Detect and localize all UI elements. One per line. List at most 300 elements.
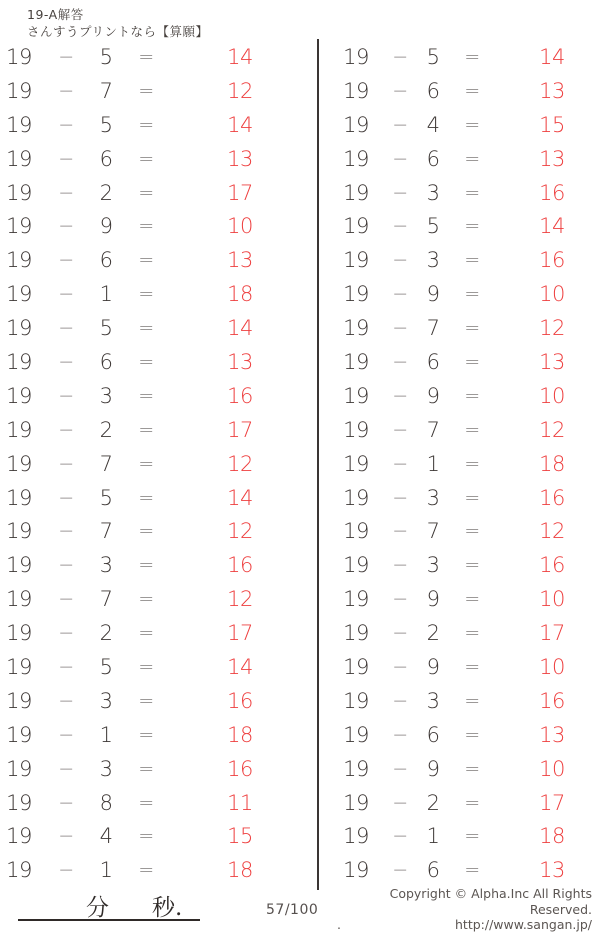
problem-row (0, 684, 318, 718)
subtrahend: 9 (426, 587, 440, 612)
answer: 13 (539, 349, 565, 374)
minus-sign: − (392, 622, 408, 645)
problem-row (318, 514, 600, 548)
answer: 12 (227, 78, 253, 103)
problem-row (0, 108, 318, 142)
minus-sign: − (58, 113, 74, 136)
minuend: 19 (6, 621, 32, 646)
subtrahend: 6 (426, 722, 440, 747)
subtrahend: 5 (99, 654, 113, 679)
problem-row (0, 176, 318, 210)
equals-sign: = (464, 859, 480, 882)
minuend: 19 (343, 519, 369, 544)
subtrahend: 1 (99, 722, 113, 747)
equals-sign: = (464, 45, 480, 68)
subtrahend: 6 (426, 858, 440, 883)
answer: 15 (227, 824, 253, 849)
answer: 12 (539, 316, 565, 341)
minus-sign: − (392, 452, 408, 475)
minus-sign: − (58, 791, 74, 814)
problem-row (318, 243, 600, 277)
equals-sign: = (138, 215, 154, 238)
equals-sign: = (138, 859, 154, 882)
equals-sign: = (464, 723, 480, 746)
subtrahend: 3 (426, 248, 440, 273)
subtrahend: 4 (426, 112, 440, 137)
equals-sign: = (138, 520, 154, 543)
minuend: 19 (6, 383, 32, 408)
problem-row (318, 277, 600, 311)
equals-sign: = (464, 554, 480, 577)
answer: 17 (227, 180, 253, 205)
minus-sign: − (392, 384, 408, 407)
minus-sign: − (392, 859, 408, 882)
subtrahend: 9 (426, 383, 440, 408)
answer: 14 (539, 214, 565, 239)
equals-sign: = (138, 384, 154, 407)
answer: 17 (227, 621, 253, 646)
answer: 13 (227, 146, 253, 171)
minus-sign: − (392, 350, 408, 373)
subtrahend: 1 (426, 451, 440, 476)
minuend: 19 (6, 180, 32, 205)
minus-sign: − (392, 486, 408, 509)
minuend: 19 (6, 214, 32, 239)
answer: 16 (227, 756, 253, 781)
equals-sign: = (138, 588, 154, 611)
problem-row (0, 209, 318, 243)
answer: 16 (539, 553, 565, 578)
problem-row (318, 209, 600, 243)
minuend: 19 (6, 146, 32, 171)
minuend: 19 (343, 146, 369, 171)
subtrahend: 5 (99, 112, 113, 137)
minus-sign: − (392, 79, 408, 102)
minuend: 19 (343, 858, 369, 883)
time-underline (18, 889, 200, 921)
subtrahend: 2 (426, 790, 440, 815)
problem-row (0, 548, 318, 582)
answer: 16 (539, 248, 565, 273)
equals-sign: = (464, 825, 480, 848)
subtrahend: 9 (426, 282, 440, 307)
minuend: 19 (343, 383, 369, 408)
minuend: 19 (343, 316, 369, 341)
subtrahend: 9 (426, 654, 440, 679)
minus-sign: − (392, 757, 408, 780)
minus-sign: − (58, 588, 74, 611)
subtrahend: 6 (99, 248, 113, 273)
answer: 18 (539, 451, 565, 476)
subtrahend: 3 (99, 553, 113, 578)
minuend: 19 (6, 722, 32, 747)
minuend: 19 (343, 248, 369, 273)
answer: 14 (227, 112, 253, 137)
subtrahend: 1 (99, 858, 113, 883)
problem-row (318, 176, 600, 210)
minus-sign: − (58, 181, 74, 204)
minuend: 19 (343, 214, 369, 239)
answer: 10 (539, 756, 565, 781)
subtrahend: 5 (426, 214, 440, 239)
equals-sign: = (464, 486, 480, 509)
problem-row (318, 311, 600, 345)
minus-sign: − (392, 689, 408, 712)
minuend: 19 (6, 654, 32, 679)
minuend: 19 (6, 519, 32, 544)
problem-row (318, 650, 600, 684)
answer: 13 (539, 858, 565, 883)
equals-sign: = (138, 79, 154, 102)
minuend: 19 (343, 417, 369, 442)
answer: 17 (227, 417, 253, 442)
minuend: 19 (343, 824, 369, 849)
subtrahend: 1 (426, 824, 440, 849)
problem-row (318, 345, 600, 379)
minuend: 19 (343, 688, 369, 713)
equals-sign: = (138, 317, 154, 340)
worksheet-header (27, 7, 209, 40)
problem-row (318, 108, 600, 142)
minuend: 19 (6, 112, 32, 137)
equals-sign: = (138, 825, 154, 848)
subtrahend: 7 (426, 316, 440, 341)
equals-sign: = (138, 147, 154, 170)
equals-sign: = (138, 655, 154, 678)
subtrahend: 2 (99, 417, 113, 442)
problem-row (318, 74, 600, 108)
page-number: 57/100 (266, 902, 319, 918)
minus-sign: − (392, 825, 408, 848)
minuend: 19 (6, 282, 32, 307)
minuend: 19 (343, 654, 369, 679)
equals-sign: = (138, 757, 154, 780)
minuend: 19 (343, 790, 369, 815)
answer: 13 (539, 722, 565, 747)
subtrahend: 3 (426, 180, 440, 205)
problem-row (0, 277, 318, 311)
minus-sign: − (392, 147, 408, 170)
problem-row (318, 40, 600, 74)
problem-row (318, 481, 600, 515)
subtrahend: 7 (99, 519, 113, 544)
equals-sign: = (138, 113, 154, 136)
subtrahend: 2 (99, 621, 113, 646)
subtrahend: 5 (99, 44, 113, 69)
problem-row (318, 379, 600, 413)
answer: 11 (227, 790, 253, 815)
minus-sign: − (58, 350, 74, 373)
minus-sign: − (58, 215, 74, 238)
answer: 12 (227, 519, 253, 544)
page-title: 19-A解答 (27, 7, 84, 22)
seconds-label: 秒. (152, 895, 183, 921)
equals-sign: = (464, 418, 480, 441)
minuend: 19 (6, 824, 32, 849)
minuend: 19 (6, 553, 32, 578)
equals-sign: = (138, 622, 154, 645)
subtrahend: 1 (99, 282, 113, 307)
subtrahend: 8 (99, 790, 113, 815)
subtrahend: 3 (426, 485, 440, 510)
subtrahend: 2 (426, 621, 440, 646)
equals-sign: = (464, 520, 480, 543)
problem-row (0, 786, 318, 820)
problem-row (0, 379, 318, 413)
minus-sign: − (58, 317, 74, 340)
answer: 12 (539, 519, 565, 544)
problem-row (0, 345, 318, 379)
answer: 10 (539, 282, 565, 307)
answer: 10 (539, 587, 565, 612)
minutes-label: 分 (86, 895, 109, 921)
minus-sign: − (58, 147, 74, 170)
subtrahend: 7 (426, 519, 440, 544)
subtrahend: 3 (99, 383, 113, 408)
answer: 10 (539, 654, 565, 679)
subtrahend: 9 (99, 214, 113, 239)
minuend: 19 (6, 349, 32, 374)
equals-sign: = (138, 723, 154, 746)
minus-sign: − (392, 45, 408, 68)
subtrahend: 6 (426, 78, 440, 103)
answer: 12 (227, 587, 253, 612)
answer: 16 (227, 383, 253, 408)
minus-sign: − (58, 554, 74, 577)
subtrahend: 2 (99, 180, 113, 205)
problem-row (0, 74, 318, 108)
minus-sign: − (58, 859, 74, 882)
minus-sign: − (58, 825, 74, 848)
minus-sign: − (58, 249, 74, 272)
answer: 14 (539, 44, 565, 69)
minuend: 19 (343, 78, 369, 103)
problem-row (318, 447, 600, 481)
minuend: 19 (6, 688, 32, 713)
equals-sign: = (464, 655, 480, 678)
minuend: 19 (343, 553, 369, 578)
equals-sign: = (464, 452, 480, 475)
problem-row (318, 142, 600, 176)
problem-row (318, 718, 600, 752)
subtrahend: 9 (426, 756, 440, 781)
answer: 13 (227, 248, 253, 273)
minuend: 19 (343, 451, 369, 476)
minuend: 19 (6, 587, 32, 612)
equals-sign: = (138, 554, 154, 577)
minuend: 19 (343, 112, 369, 137)
equals-sign: = (138, 350, 154, 373)
problem-row (318, 853, 600, 887)
minus-sign: − (392, 554, 408, 577)
minuend: 19 (6, 316, 32, 341)
minuend: 19 (6, 78, 32, 103)
minus-sign: − (392, 283, 408, 306)
minuend: 19 (343, 485, 369, 510)
equals-sign: = (138, 181, 154, 204)
subtrahend: 5 (99, 485, 113, 510)
minuend: 19 (343, 282, 369, 307)
equals-sign: = (138, 283, 154, 306)
answer: 16 (227, 553, 253, 578)
problem-row (318, 786, 600, 820)
minuend: 19 (6, 485, 32, 510)
problem-row (0, 718, 318, 752)
subtrahend: 3 (99, 756, 113, 781)
equals-sign: = (138, 486, 154, 509)
copyright-block (337, 886, 592, 933)
subtrahend: 7 (99, 78, 113, 103)
answer: 16 (539, 485, 565, 510)
subtrahend: 7 (99, 587, 113, 612)
problem-row (0, 243, 318, 277)
minuend: 19 (6, 44, 32, 69)
minus-sign: − (392, 588, 408, 611)
equals-sign: = (464, 622, 480, 645)
problem-row (0, 311, 318, 345)
minus-sign: − (392, 181, 408, 204)
subtrahend: 5 (99, 316, 113, 341)
equals-sign: = (464, 215, 480, 238)
answer: 14 (227, 654, 253, 679)
minuend: 19 (343, 180, 369, 205)
equals-sign: = (464, 113, 480, 136)
equals-sign: = (464, 689, 480, 712)
minus-sign: − (392, 791, 408, 814)
minus-sign: − (58, 520, 74, 543)
minuend: 19 (6, 417, 32, 442)
problem-row (318, 413, 600, 447)
minuend: 19 (6, 790, 32, 815)
minuend: 19 (343, 587, 369, 612)
answer: 18 (227, 282, 253, 307)
minus-sign: − (392, 520, 408, 543)
answer: 18 (227, 722, 253, 747)
subtrahend: 6 (426, 349, 440, 374)
subtrahend: 6 (99, 349, 113, 374)
answer: 13 (539, 78, 565, 103)
answer: 18 (539, 824, 565, 849)
minuend: 19 (6, 756, 32, 781)
subtrahend: 6 (426, 146, 440, 171)
equals-sign: = (464, 147, 480, 170)
subtrahend: 7 (99, 451, 113, 476)
answer: 14 (227, 485, 253, 510)
minuend: 19 (343, 756, 369, 781)
equals-sign: = (464, 384, 480, 407)
minuend: 19 (6, 248, 32, 273)
page-subtitle: さんすうプリントなら【算願】 (27, 23, 209, 39)
minuend: 19 (6, 858, 32, 883)
equals-sign: = (138, 791, 154, 814)
equals-sign: = (464, 283, 480, 306)
subtrahend: 5 (426, 44, 440, 69)
minus-sign: − (58, 723, 74, 746)
copyright-dot: . (337, 917, 341, 932)
problem-row (0, 481, 318, 515)
answer: 10 (539, 383, 565, 408)
equals-sign: = (464, 181, 480, 204)
problem-row (0, 413, 318, 447)
equals-sign: = (464, 588, 480, 611)
answer: 14 (227, 44, 253, 69)
minus-sign: − (392, 317, 408, 340)
minuend: 19 (343, 722, 369, 747)
subtrahend: 3 (426, 553, 440, 578)
problem-row (318, 752, 600, 786)
problem-row (318, 819, 600, 853)
subtrahend: 4 (99, 824, 113, 849)
minus-sign: − (58, 452, 74, 475)
minus-sign: − (392, 215, 408, 238)
answer: 15 (539, 112, 565, 137)
problem-row (0, 853, 318, 887)
equals-sign: = (138, 418, 154, 441)
equals-sign: = (464, 791, 480, 814)
subtrahend: 3 (99, 688, 113, 713)
problem-row (318, 548, 600, 582)
minus-sign: − (58, 283, 74, 306)
minus-sign: − (392, 249, 408, 272)
answer: 17 (539, 790, 565, 815)
minus-sign: − (58, 689, 74, 712)
problem-row (0, 616, 318, 650)
answer: 16 (227, 688, 253, 713)
equals-sign: = (138, 689, 154, 712)
equals-sign: = (464, 317, 480, 340)
answer: 17 (539, 621, 565, 646)
minus-sign: − (392, 723, 408, 746)
site-url: http://www.sangan.jp/ (455, 917, 592, 932)
minus-sign: − (392, 418, 408, 441)
subtrahend: 3 (426, 688, 440, 713)
answer: 12 (539, 417, 565, 442)
equals-sign: = (464, 79, 480, 102)
problems-column-right (318, 40, 600, 887)
equals-sign: = (138, 45, 154, 68)
equals-sign: = (138, 249, 154, 272)
minus-sign: − (58, 622, 74, 645)
equals-sign: = (464, 757, 480, 780)
answer: 10 (227, 214, 253, 239)
equals-sign: = (464, 249, 480, 272)
problem-row (0, 752, 318, 786)
answer: 13 (539, 146, 565, 171)
minus-sign: − (58, 79, 74, 102)
answer: 12 (227, 451, 253, 476)
minus-sign: − (58, 384, 74, 407)
subtrahend: 6 (99, 146, 113, 171)
problem-row (0, 514, 318, 548)
minuend: 19 (343, 349, 369, 374)
answer: 16 (539, 688, 565, 713)
problem-row (0, 447, 318, 481)
minus-sign: − (58, 486, 74, 509)
answer: 13 (227, 349, 253, 374)
minuend: 19 (343, 621, 369, 646)
copyright-text: Copyright © Alpha.Inc All Rights Reserved. (389, 886, 592, 917)
problem-row (318, 616, 600, 650)
answer: 14 (227, 316, 253, 341)
minus-sign: − (392, 655, 408, 678)
answer: 16 (539, 180, 565, 205)
minus-sign: − (58, 757, 74, 780)
minuend: 19 (6, 451, 32, 476)
minus-sign: − (58, 655, 74, 678)
minus-sign: − (58, 45, 74, 68)
problem-row (318, 684, 600, 718)
subtrahend: 7 (426, 417, 440, 442)
